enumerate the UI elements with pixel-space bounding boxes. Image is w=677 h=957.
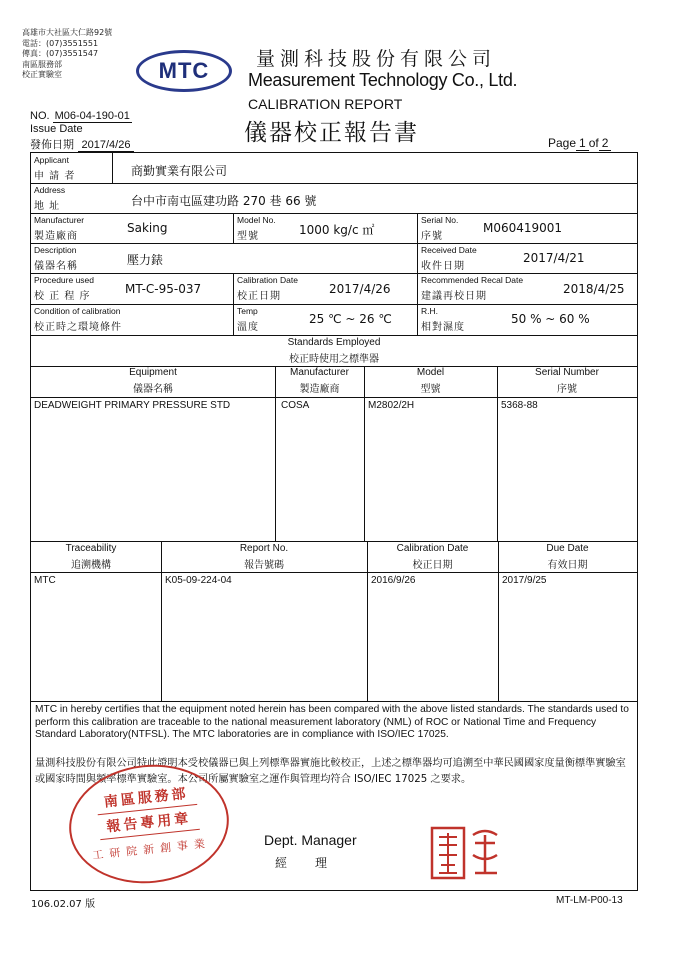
page-total: 2 (599, 136, 612, 151)
report-form (30, 152, 638, 891)
stamp-line-1: 南區服務部 (103, 785, 190, 811)
trace-row-report-no: K05-09-224-04 (165, 575, 232, 586)
col-divider (417, 243, 418, 273)
std-col-serial-en: Serial Number (535, 367, 599, 378)
std-col-model-zh: 型號 (420, 384, 441, 395)
recal-date-label-en: Recommended Recal Date (421, 275, 524, 285)
address-value: 台中市南屯區建功路 270 巷 66 號 (131, 194, 317, 208)
address-label-en: Address (34, 185, 66, 195)
company-name-zh: 量測科技股份有限公司 (256, 48, 497, 70)
certification-text-zh: 量測科技股份有限公司特此證明本受校儀器已與上列標準器實施比較校正，上述之標準器均可追溯至中華民國國家度量衡標準實驗室或國家時間與頻率標準實驗室。本公司所屬實驗室之運作與管理均符合 ISO/IEC 17025 之要求。 (35, 758, 626, 785)
col-divider (233, 213, 234, 243)
manufacturer-label-en: Manufacturer (34, 215, 85, 225)
col-divider (112, 153, 113, 183)
std-col-manufacturer-zh: 製造廠商 (299, 384, 340, 395)
standards-title-zh: 校正時使用之標準器 (289, 354, 379, 365)
row-divider (31, 397, 637, 398)
issue-date (30, 136, 134, 152)
personal-seal-icon (429, 825, 505, 883)
dept-manager-label-zh: 經理 (275, 856, 356, 870)
std-row-equipment: DEADWEIGHT PRIMARY PRESSURE STD (34, 400, 231, 411)
description-value: 壓力錶 (127, 253, 164, 267)
report-number (30, 110, 132, 122)
trace-row-traceability: MTC (34, 575, 56, 586)
serial-value: M060419001 (483, 221, 563, 235)
condition-label-zh: 校正時之環境條件 (34, 322, 122, 333)
manufacturer-label-zh: 製造廠商 (34, 231, 78, 242)
row-divider (31, 572, 637, 573)
page-label: Page (548, 136, 577, 150)
temp-value: 25 ℃ ~ 26 ℃ (309, 312, 392, 326)
standards-title-en: Standards Employed (287, 337, 381, 348)
report-title-en: CALIBRATION REPORT (248, 96, 403, 112)
recal-date-value: 2018/4/25 (563, 282, 625, 296)
branch-line: 南區服務部 (22, 59, 62, 69)
description-label-zh: 儀器名稱 (34, 261, 78, 272)
row-divider (31, 213, 637, 214)
page-number: 1 (576, 136, 589, 151)
row-divider (31, 304, 637, 305)
page-of: of (588, 136, 599, 150)
rh-value: 50 % ~ 60 % (511, 312, 590, 326)
rh-label-en: R.H. (421, 306, 438, 316)
row-divider (31, 243, 637, 244)
trace-col-report-zh: 報告號碼 (244, 560, 284, 571)
std-row-model: M2802/2H (368, 400, 415, 411)
logo-text: MTC (158, 58, 210, 83)
serial-label-en: Serial No. (421, 215, 459, 225)
procedure-value: MT-C-95-037 (125, 282, 202, 296)
dept-manager-label-en: Dept. Manager (264, 832, 357, 848)
procedure-label-en: Procedure used (34, 275, 95, 285)
std-row-serial: 5368-88 (501, 400, 538, 411)
row-divider (31, 335, 637, 336)
condition-label-en: Condition of calibration (34, 306, 121, 316)
company-address-block (22, 28, 112, 81)
calibration-date-label-zh: 校正日期 (237, 291, 281, 302)
lab-line: 校正實驗室 (22, 70, 62, 79)
std-col-equipment-zh: 儀器名稱 (133, 384, 173, 395)
phone-line: 電話：(07)3551551 (22, 38, 99, 48)
company-name-en: Measurement Technology Co., Ltd. (248, 70, 518, 90)
temp-label-en: Temp (237, 306, 258, 316)
received-date-label-zh: 收件日期 (421, 261, 465, 272)
col-divider (417, 213, 418, 243)
col-divider (417, 273, 418, 304)
row-divider (31, 183, 637, 184)
trace-col-caldate-zh: 校正日期 (412, 560, 453, 571)
std-col-manufacturer-en: Manufacturer (290, 367, 349, 378)
std-col-model-en: Model (416, 367, 445, 378)
report-title-zh: 儀器校正報告書 (244, 120, 419, 146)
form-version: 106.02.07 版 (31, 899, 96, 910)
std-row-manufacturer: COSA (281, 400, 310, 411)
stamp-line-2: 報告專用章 (98, 804, 200, 840)
fax-line: 傳真：(07)3551547 (22, 49, 99, 58)
model-value: 1000 kg/c ㎡ (299, 223, 375, 237)
page-indicator (548, 136, 611, 150)
std-col-serial-zh: 序號 (557, 384, 577, 395)
recal-date-label-zh: 建議再校日期 (421, 291, 487, 302)
model-label-en: Model No. (237, 215, 276, 225)
serial-label-zh: 序號 (421, 231, 443, 242)
trace-col-duedate-en: Due Date (546, 543, 589, 554)
certification-text-en: MTC in hereby certifies that the equipment noted herein has been compared with the above listed standards. The standards used to perform this calibration are traceable to the national measurement laboratory (NML) of ROC or National Time and Frequency Standard Laboratory(NTFSL). The MTC laboratories are in compliance with ISO/IEC 17025. (35, 704, 629, 740)
description-label-en: Description (34, 245, 77, 255)
received-date-value: 2017/4/21 (523, 251, 585, 265)
applicant-value: 商勤實業有限公司 (131, 164, 228, 178)
trace-col-traceability-zh: 追溯機構 (71, 560, 111, 571)
row-divider (31, 273, 637, 274)
received-date-label-en: Received Date (421, 245, 477, 255)
report-number-value: M06-04-190-01 (54, 110, 130, 122)
issue-date-label-zh: 發佈日期 (30, 138, 74, 151)
trace-row-duedate: 2017/9/25 (502, 575, 547, 586)
manufacturer-value: Saking (127, 221, 168, 235)
std-col-equipment-en: Equipment (129, 367, 177, 378)
issue-date-label-en: Issue Date (30, 123, 83, 135)
mtc-logo (136, 50, 232, 92)
applicant-label-en: Applicant (34, 155, 69, 165)
col-divider (417, 304, 418, 335)
rh-label-zh: 相對濕度 (421, 322, 465, 333)
trace-col-report-en: Report No. (239, 543, 289, 554)
report-number-label: NO. (30, 110, 50, 122)
procedure-label-zh: 校 正 程 序 (34, 291, 91, 302)
calibration-date-label-en: Calibration Date (237, 275, 298, 285)
col-divider (233, 273, 234, 304)
trace-col-duedate-zh: 有效日期 (547, 560, 588, 571)
trace-col-caldate-en: Calibration Date (396, 543, 469, 554)
trace-col-traceability-en: Traceability (65, 543, 117, 554)
stamp-line-3: 工研院新創事業 (91, 836, 212, 863)
trace-row-caldate: 2016/9/26 (371, 575, 416, 586)
row-divider (31, 541, 637, 542)
applicant-label-zh: 申 請 者 (34, 171, 76, 182)
col-divider (233, 304, 234, 335)
form-code: MT-LM-P00-13 (556, 895, 623, 906)
issue-date-value: 2017/4/26 (78, 139, 135, 152)
row-divider (31, 701, 637, 702)
calibration-date-value: 2017/4/26 (329, 282, 391, 296)
address-label-zh: 地 址 (34, 201, 61, 212)
address-line: 高雄市大社區大仁路92號 (22, 28, 113, 37)
temp-label-zh: 溫度 (237, 322, 259, 333)
model-label-zh: 型號 (237, 231, 259, 242)
